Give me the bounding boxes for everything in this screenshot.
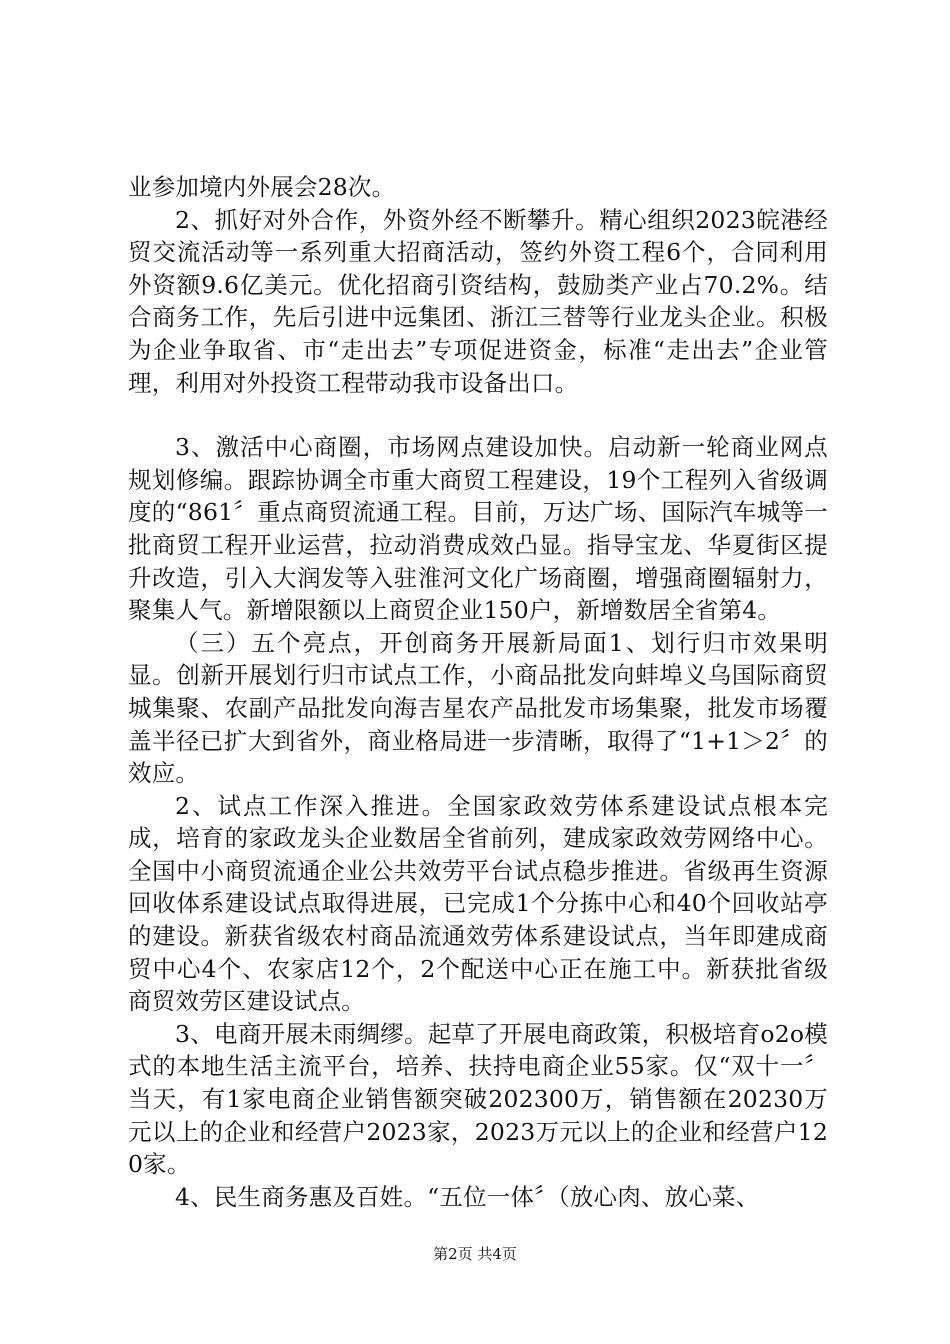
paragraph-pilot-work: 2、试点工作深入推进。全国家政效劳体系建设试点根本完成，培育的家政龙头企业数居全省前列，建成家政效劳网络中心。全国中小商贸流通企业公共效劳平台试点稳步推进。省级再生资源回收体系建设试点取得进展，已完成1个分拣中心和40个回收站亭的建设。新获省级农村商品流通效劳体系建设试点，当年即建成商贸中心4个、农家店12个，2个配送中心正在施工中。新获批省级商贸效劳区建设试点。 [128,791,828,1016]
paragraph-five-highlights: （三）五个亮点，开创商务开展新局面1、划行归市效果明显。创新开展划行归市试点工作，小商品批发向蚌埠义乌国际商贸城集聚、农副产品批发向海吉星农产品批发市场集聚，批发市场覆盖半径已扩大到省外，商业格局进一步清晰，取得了“1+1＞2〞的效应。 [128,628,828,788]
paragraph-continuation: 业参加境内外展会28次。 [128,173,396,201]
paragraph-ecommerce: 3、电商开展未雨绸缪。起草了开展电商政策，积极培育o2o模式的本地生活主流平台，培养、扶持电商企业55家。仅“双十一〞当天，有1家电商企业销售额突破202300万，销售额在20230万元以上的企业和经营户2023家，2023万元以上的企业和经营户120家。 [128,1019,828,1179]
document-body [128,171,828,1213]
page-number-footer: 第2页 共4页 [433,1245,517,1263]
paragraph-foreign-cooperation: 2、抓好对外合作，外资外经不断攀升。精心组织2023皖港经贸交流活动等一系列重大招商活动，签约外资工程6个，合同利用外资额9.6亿美元。优化招商引资结构，鼓励类产业占70.2%。结合商务工作，先后引进中远集团、浙江三替等行业龙头企业。积极为企业争取省、市“走出去”专项促进资金，标准“走出去”企业管理，利用对外投资工程带动我市设备出口。 [128,205,828,397]
paragraph-gap [128,399,828,431]
paragraph-livelihood: 4、民生商务惠及百姓。“五位一体〞（放心肉、放心菜、 [175,1182,760,1211]
paragraph-business-district: 3、激活中心商圈，市场网点建设加快。启动新一轮商业网点规划修编。跟踪协调全市重大商贸工程建设，19个工程列入省级调度的“861〞重点商贸流通工程。目前，万达广场、国际汽车城等一批商贸工程开业运营，拉动消费成效凸显。指导宝龙、华夏街区提升改造，引入大润发等入驻淮河文化广场商圈，增强商圈辐射力，聚集人气。新增限额以上商贸企业150户，新增数居全省第4。 [128,433,828,625]
